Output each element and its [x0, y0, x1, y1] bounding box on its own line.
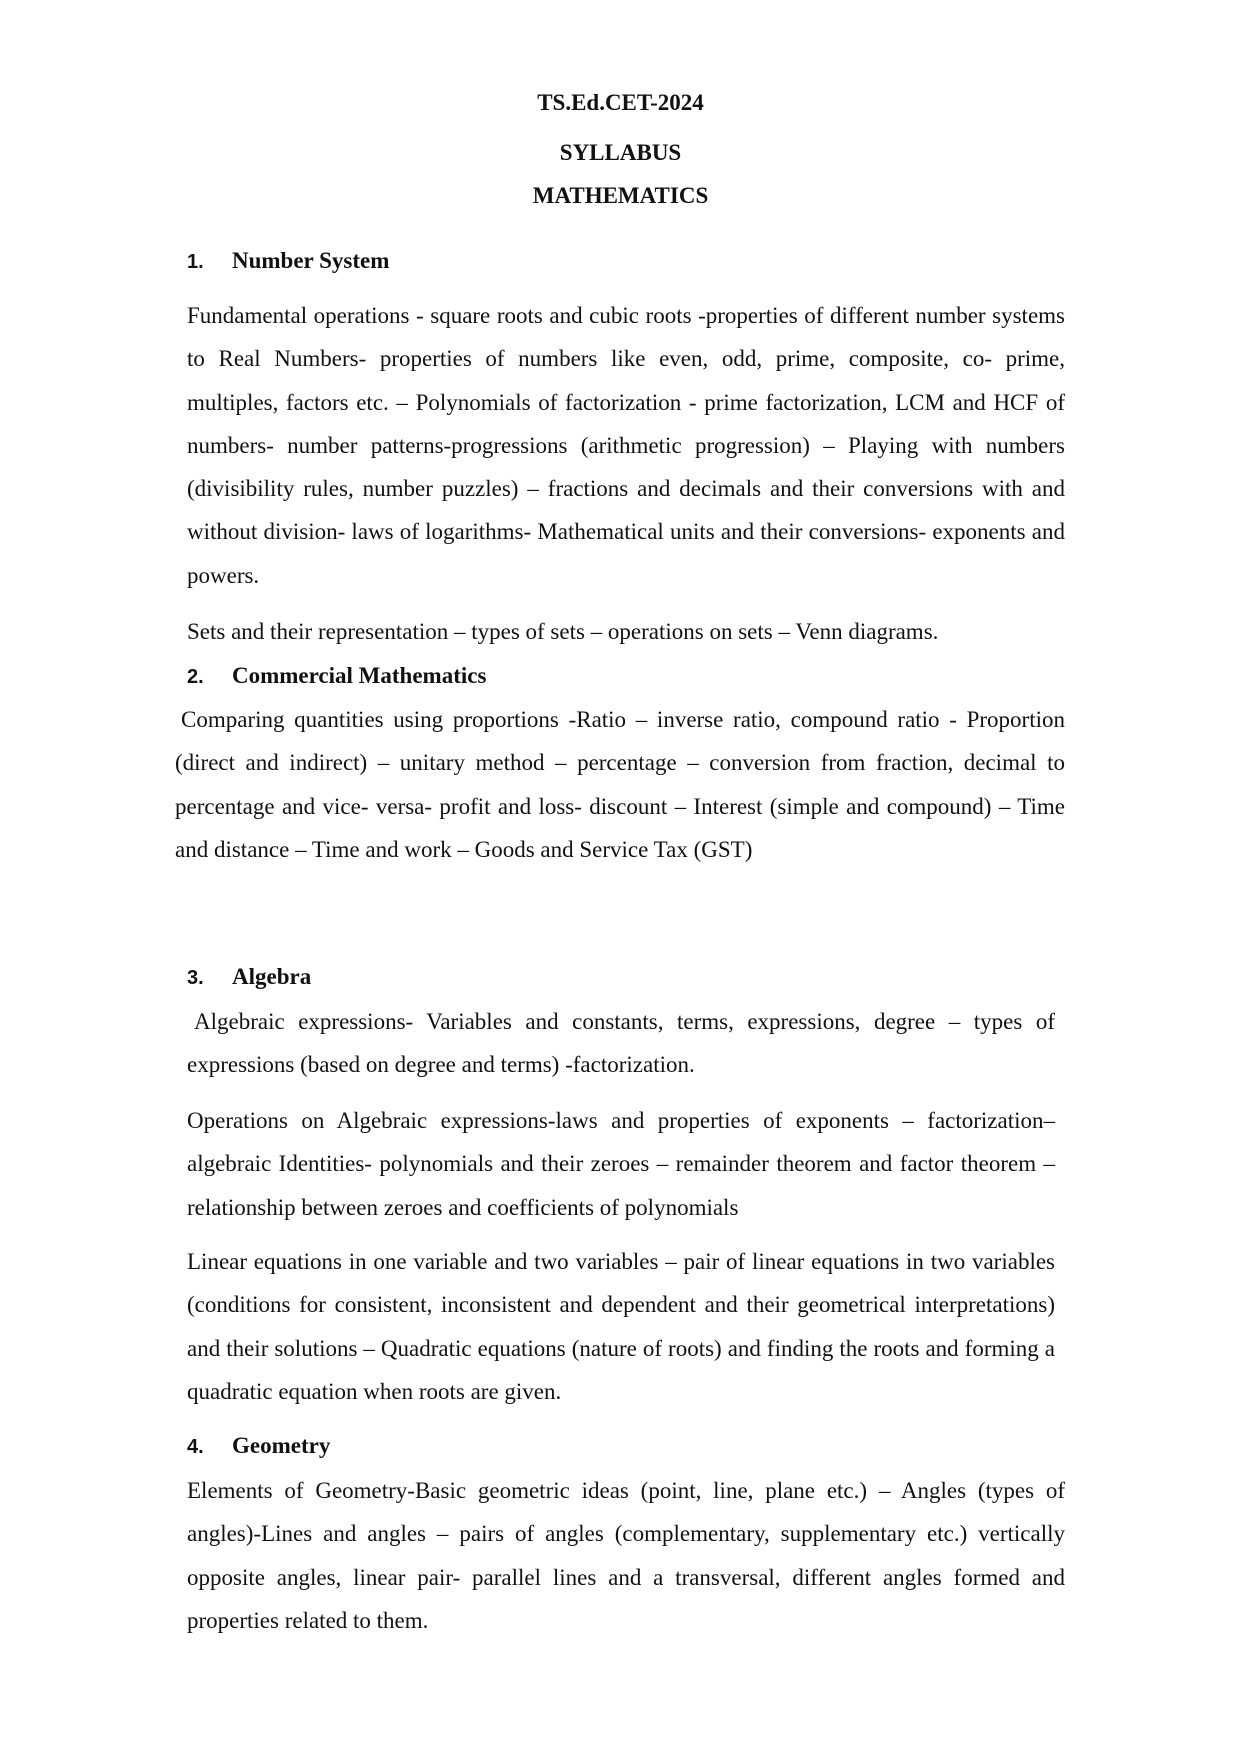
paragraph-linear-equations: Linear equations in one variable and two variables – pair of linear equations in two variables (conditions for consistent, inconsistent and dependent and their geometrical interpretations) and their solutions – Quadratic equations (nature of roots) and finding the roots and forming a quadratic equation when roots are given.: [187, 1249, 1055, 1404]
document-type-title: SYLLABUS: [559, 140, 682, 165]
section-heading-commercial-mathematics: [187, 661, 486, 692]
paragraph-operations-on-expressions: Operations on Algebraic expressions-laws and properties of exponents – factorization– algebraic Identities- polynomials and their zeroes – remainder theorem and factor theorem – relationship between zeroes and coefficients of polynomials: [187, 1108, 1055, 1220]
section-title: Number System: [232, 248, 390, 273]
exam-title: TS.Ed.CET-2024: [537, 90, 704, 115]
section-title: Geometry: [232, 1433, 331, 1458]
section-heading-geometry: [187, 1431, 330, 1462]
paragraph-number-system: Fundamental operations - square roots and cubic roots -properties of different number systems to Real Numbers- properties of numbers like even, odd, prime, composite, co- prime, multiples, factors etc. – Polynomials of factorization - prime factorization, LCM and HCF of numbers- number patterns-progressions (arithmetic progression) – Playing with numbers (divisibility rules, number puzzles) – fractions and decimals and their conversions with and without division- laws of logarithms- Mathematical units and their conversions- exponents and powers.: [187, 303, 1065, 588]
subject-title: MATHEMATICS: [532, 183, 709, 208]
section-number: 1.: [187, 251, 204, 273]
section-heading-number-system: [187, 246, 389, 277]
paragraph-sets: Sets and their representation – types of sets – operations on sets – Venn diagrams.: [187, 619, 939, 644]
paragraph-algebraic-expressions: Algebraic expressions- Variables and constants, terms, expressions, degree – types of expressions (based on degree and terms) -factorization.: [187, 1009, 1055, 1078]
section-title: Algebra: [232, 964, 312, 989]
paragraph-geometry: Elements of Geometry-Basic geometric ideas (point, line, plane etc.) – Angles (types of angles)-Lines and angles – pairs of angles (complementary, supplementary etc.) vertically opposite angles, linear pair- parallel lines and a transversal, different angles formed and properties related to them.: [187, 1478, 1065, 1633]
section-heading-algebra: [187, 962, 311, 993]
section-number: 2.: [187, 666, 204, 688]
section-number: 3.: [187, 967, 204, 989]
paragraph-commercial-mathematics: Comparing quantities using proportions -Ratio – inverse ratio, compound ratio - Proportion (direct and indirect) – unitary method – percentage – conversion from fraction, decimal to percentage and vice- versa- profit and loss- discount – Interest (simple and compound) – Time and distance – Time and work – Goods and Service Tax (GST): [175, 707, 1065, 862]
section-title: Commercial Mathematics: [232, 663, 487, 688]
section-number: 4.: [187, 1436, 204, 1458]
